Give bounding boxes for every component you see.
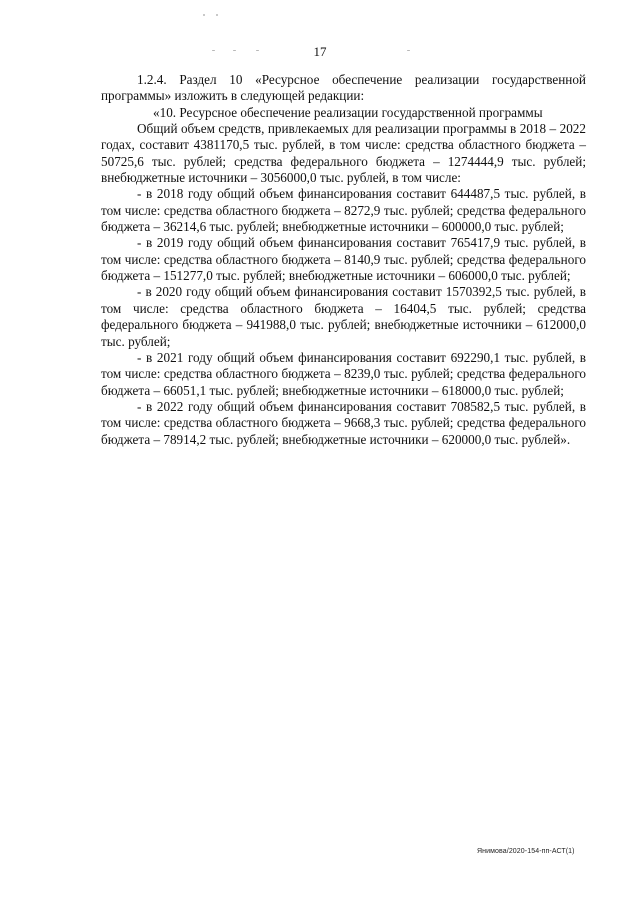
section-heading: «10. Ресурсное обеспечение реализации государственной программы bbox=[153, 104, 543, 120]
funding-year-2018: - в 2018 году общий объем финансирования составит 644487,5 тыс. рублей, в том числе: средства областного бюджета – 8272,9 тыс. рублей; средства федерального бюджета – 36214,6 тыс. рублей; внебюджетные источники – 600000,0 тыс. рублей; bbox=[101, 186, 586, 235]
amendment-intro: 1.2.4. Раздел 10 «Ресурсное обеспечение реализации государственной программы» изложить в следующей редакции: bbox=[101, 72, 586, 104]
scan-speck bbox=[216, 14, 218, 16]
document-body bbox=[101, 72, 586, 448]
scan-speck bbox=[203, 14, 205, 16]
document-footer-code: Янимова/2020-154-пп-АСТ(1) bbox=[477, 848, 575, 855]
funding-year-2020: - в 2020 году общий объем финансирования составит 1570392,5 тыс. рублей, в том числе: средства областного бюджета – 16404,5 тыс. рублей; средства федерального бюджета – 941988,0 тыс. рублей; внебюджетные источники – 612000,0 тыс. рублей; bbox=[101, 284, 586, 349]
funding-summary: Общий объем средств, привлекаемых для реализации программы в 2018 – 2022 годах, составит 4381170,5 тыс. рублей, в том числе: средства областного бюджета – 50725,6 тыс. рублей; средства федерального бюджета – 1274444,9 тыс. рублей; внебюджетные источники – 3056000,0 тыс. рублей, в том числе: bbox=[101, 121, 586, 186]
page-number: 17 bbox=[313, 44, 327, 59]
funding-year-2022: - в 2022 году общий объем финансирования составит 708582,5 тыс. рублей, в том числе: средства областного бюджета – 9668,3 тыс. рублей; средства федерального бюджета – 78914,2 тыс. рублей; внебюджетные источники – 620000,0 тыс. рублей». bbox=[101, 398, 586, 447]
funding-year-2021: - в 2021 году общий объем финансирования составит 692290,1 тыс. рублей, в том числе: средства областного бюджета – 8239,0 тыс. рублей; средства федерального бюджета – 66051,1 тыс. рублей; внебюджетные источники – 618000,0 тыс. рублей; bbox=[101, 349, 586, 398]
funding-year-2019: - в 2019 году общий объем финансирования составит 765417,9 тыс. рублей, в том числе: средства областного бюджета – 8140,9 тыс. рублей; средства федерального бюджета – 151277,0 тыс. рублей; внебюджетные источники – 606000,0 тыс. рублей; bbox=[101, 235, 586, 284]
